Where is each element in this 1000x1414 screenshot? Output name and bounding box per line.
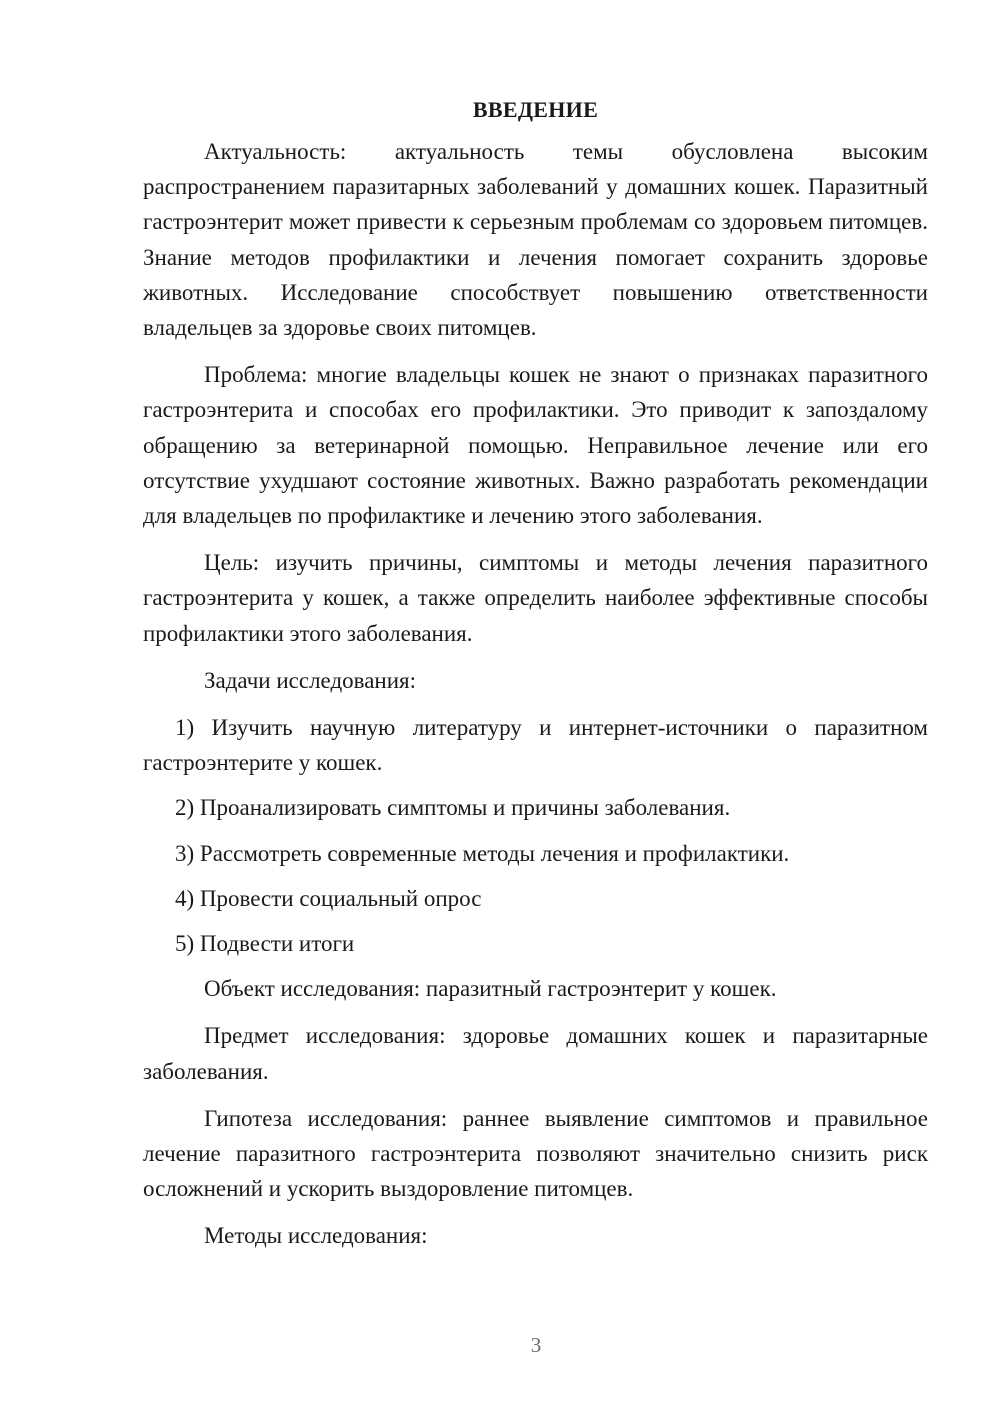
- list-item: 3) Рассмотреть современные методы лечения и профилактики.: [175, 840, 790, 866]
- list-item: 2) Проанализировать симптомы и причины заболевания.: [175, 795, 731, 821]
- section-title: ВВЕДЕНИЕ: [472, 97, 599, 122]
- page-content: [143, 96, 928, 1266]
- paragraph-methods: Методы исследования:: [204, 1223, 428, 1249]
- page-number: 3: [530, 1333, 542, 1357]
- paragraph-hypothesis: Гипотеза исследования: раннее выявление симптомов и правильное лечение паразитного гастроэнтерита позволяют значительно снизить риск осложнений и ускорить выздоровление питомцев.: [143, 1105, 928, 1202]
- paragraph-tasks-heading: Задачи исследования:: [204, 667, 417, 693]
- list-item: 5) Подвести итоги: [175, 931, 355, 957]
- tasks-list: [143, 710, 928, 961]
- list-item: 4) Провести социальный опрос: [175, 885, 482, 911]
- paragraph-problem: Проблема: многие владельцы кошек не знают о признаках паразитного гастроэнтерита и способах его профилактики. Это приводит к запоздалому обращению за ветеринарной помощью. Неправильное лечение или его отсутствие ухудшают состояние животных. Важно разработать рекомендации для владельцев по профилактике и лечению этого заболевания.: [143, 362, 928, 529]
- paragraph-subject: Предмет исследования: здоровье домашних кошек и паразитарные заболевания.: [143, 1023, 928, 1084]
- paragraph-goal: Цель: изучить причины, симптомы и методы лечения паразитного гастроэнтерита у кошек, а также определить наиболее эффективные способы профилактики этого заболевания.: [143, 550, 928, 646]
- paragraph-relevance: Актуальность: актуальность темы обусловлена высоким распространением паразитарных заболеваний у домашних кошек. Паразитный гастроэнтерит может привести к серьезным проблемам со здоровьем питомцев. Знание методов профилактики и лечения помогает сохранить здоровье животных. Исследование способствует повышению ответственности владельцев за здоровье своих питомцев.: [143, 139, 928, 341]
- list-item: 1) Изучить научную литературу и интернет-источники о паразитном гастроэнтерите у кошек.: [143, 715, 928, 776]
- paragraph-object: Объект исследования: паразитный гастроэнтерит у кошек.: [204, 976, 777, 1002]
